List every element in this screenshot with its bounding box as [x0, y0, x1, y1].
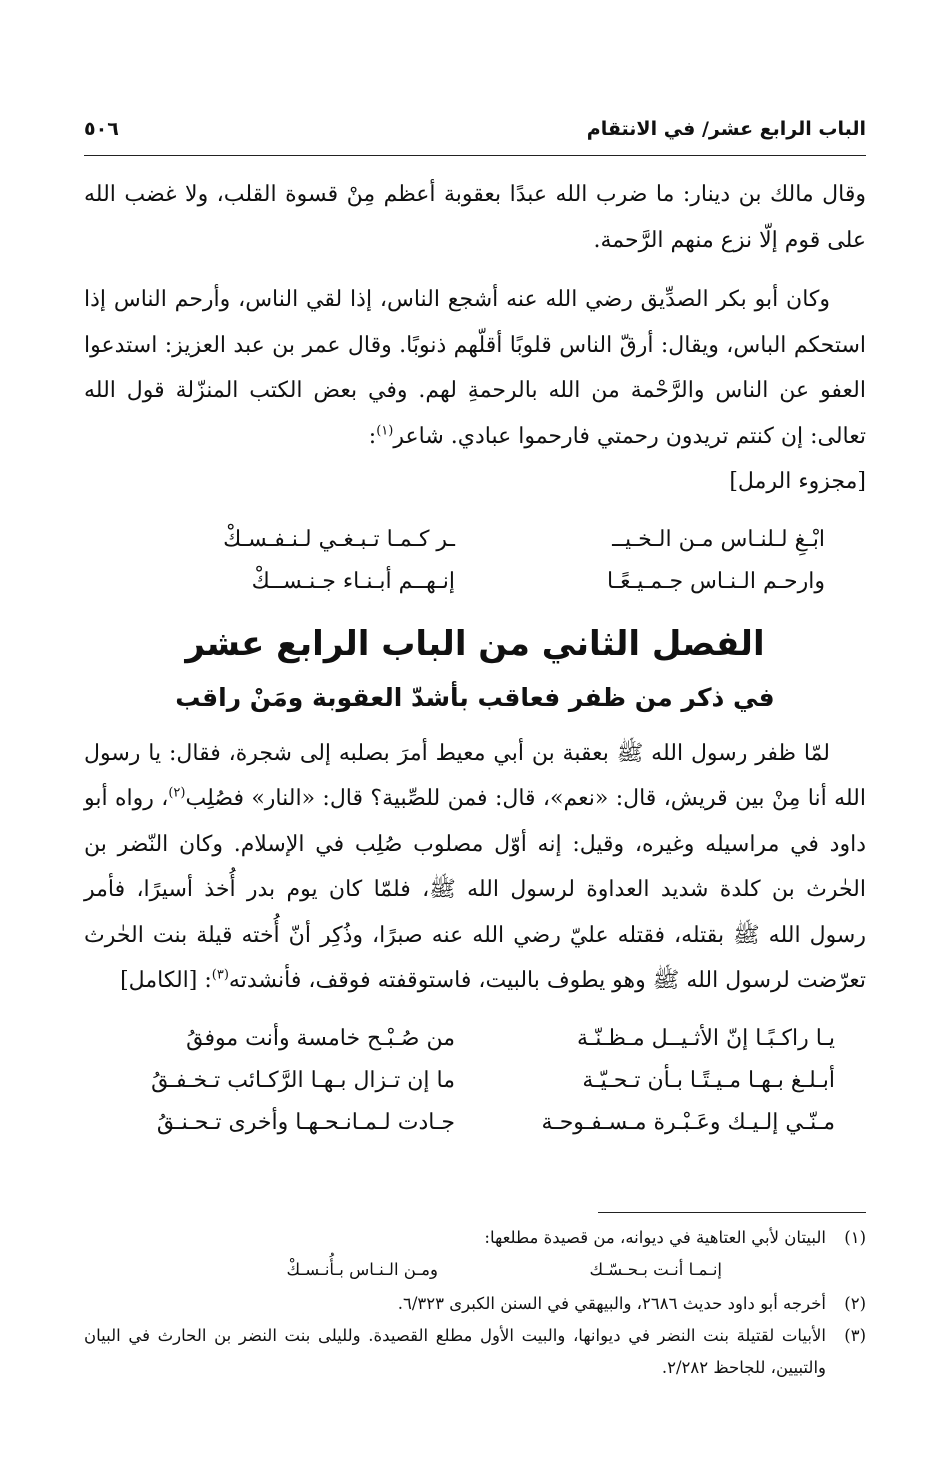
verse-line	[84, 519, 866, 561]
paragraph-uqba	[84, 731, 866, 1004]
header-rule	[84, 155, 866, 156]
chapter-subtitle: في ذكر من ظفر فعاقب بأشدّ العقوبة ومَنْ راقب	[175, 682, 775, 712]
paragraph-malik	[84, 172, 866, 263]
running-head	[84, 118, 866, 148]
footnote-2	[84, 1288, 866, 1320]
footnote-number: (٣)	[844, 1326, 866, 1345]
verse-line	[84, 561, 866, 603]
verse-hemistich-first: وارحـم الـنـاس جـمـيـعًـا	[607, 568, 825, 594]
verse-hemistich-second: ومـن الـنـاس بـأُنـسـكْ	[286, 1260, 438, 1279]
meter-label: [مجزوء الرمل]	[729, 469, 866, 494]
footnote-number: (٢)	[844, 1294, 866, 1313]
footnote-verse	[84, 1254, 866, 1286]
footnote-rule	[598, 1212, 866, 1213]
verse-line	[84, 1018, 866, 1060]
footnote-text: البيتان لأبي العتاهية في ديوانه، من قصيدة مطلعها:	[484, 1228, 826, 1247]
verse-hemistich-first: أبـلـغ بـهـا مـيـتًـا بـأن تـحـيّـة	[582, 1067, 835, 1093]
paragraph-uqba-text-c: : [الكامل]	[120, 968, 212, 993]
verse-line	[84, 1102, 866, 1144]
verse-hemistich-first: مـنّـي إلـيـك وعَـبْـرة مـسـفـوحـة	[541, 1109, 835, 1135]
verse-hemistich-first: يـا راكـبًـا إنّ الأثـيــل مـظـنّـة	[577, 1025, 835, 1051]
paragraph-abubakr	[84, 277, 866, 505]
verse-hemistich-second: من صُـبْـح خامسة وأنت موفقُ	[186, 1025, 455, 1051]
paragraph-uqba-text-a: لمّا ظفر رسول الله ﷺ بعقبة بن أبي معيط أمرَ بصلبه إلى شجرة، فقال: يا رسول الله أنا مِنْ بين قريش، قال: «نعم»، قال: فمن للصِّبية؟ قال: «النار» فصُلِب	[84, 740, 866, 811]
footnote-ref-1[interactable]: (١)	[376, 423, 394, 439]
footnote-1	[84, 1222, 866, 1254]
paragraph-malik-text: وقال مالك بن دينار: ما ضرب الله عبدًا بعقوبة أعظم مِنْ قسوة القلب، ولا غضب الله على قوم إلّا نزع منهم الرَّحمة.	[84, 182, 866, 253]
verse-hemistich-first: ابْـغِ لـلنـاس مـن الـخـيــ	[612, 526, 825, 552]
chapter-title: الفصل الثاني من الباب الرابع عشر	[185, 623, 765, 664]
poem-qutayla	[84, 1018, 866, 1144]
verse-hemistich-first: إنـمـا أنـت بـحـسّـك	[589, 1260, 722, 1279]
footnotes	[84, 1222, 866, 1384]
verse-hemistich-second: إنـهــم أبـنـاء جـنـســكْ	[251, 568, 455, 594]
verse-hemistich-second: ما إن تـزال بـهـا الرَّكـائب تـخـفـقُ	[151, 1067, 455, 1093]
poem-abu-atahiya	[84, 519, 866, 603]
footnote-text: الأبيات لقتيلة بنت النضر في ديوانها، والبيت الأول مطلع القصيدة. ولليلى بنت النضر بن الحارث في البيان والتبيين، للجاحظ ٢/٢٨٢.	[84, 1326, 826, 1377]
footnote-ref-3[interactable]: (٣)	[211, 967, 229, 983]
footnote-3	[84, 1320, 866, 1384]
footnote-text: أخرجه أبو داود حديث ٢٦٨٦، والبيهقي في السنن الكبرى ٦/٣٢٣.	[397, 1294, 826, 1313]
paragraph-abubakr-colon: :	[368, 423, 377, 449]
verse-hemistich-second: ـر كـمـا تـبـغـي لـنـفـسـكْ	[223, 526, 455, 552]
verse-line	[84, 1060, 866, 1102]
page-number: ٥٠٦	[84, 118, 119, 140]
paragraph-uqba-text-b: ، رواه أبو داود في مراسيله وغيره، وقيل: إنه أوّل مصلوب صُلِب في الإسلام. وكان النّضر بن الحٰرث بن كلدة شديد العداوة لرسول الله ﷺ، فلمّا كان يوم بدر أُخذ أسيرًا، فأمر رسول الله ﷺ بقتله، فقتله عليّ رضي الله عنه صبرًا، وذُكِر أنّ أُخته قيلة بنت الحٰرث تعرّضت لرسول الله ﷺ وهو يطوف بالبيت، فاستوقفته فوقف، فأنشدته	[84, 786, 867, 993]
footnote-ref-2[interactable]: (٢)	[168, 785, 186, 801]
verse-hemistich-second: جـادت لـمـانـحـهـا وأخرى تـحـنـقُ	[156, 1109, 455, 1135]
footnote-number: (١)	[844, 1228, 866, 1247]
main-text	[84, 172, 866, 1156]
running-head-title: الباب الرابع عشر/ في الانتقام	[586, 118, 866, 140]
paragraph-abubakr-text: وكان أبو بكر الصدِّيق رضي الله عنه أشجع الناس، إذا لقي الناس، وأرحم الناس إذا استحكم الباس، ويقال: أرقّ الناس قلوبًا أقلّهم ذنوبًا. وقال عمر بن عبد العزيز: استدعوا العفو عن الناس والرَّحْمة من الله بالرحمةِ لهم. وفي بعض الكتب المنزّلة قول الله تعالى: إن كنتم تريدون رحمتي فارحموا عبادي. شاعر	[84, 287, 867, 449]
